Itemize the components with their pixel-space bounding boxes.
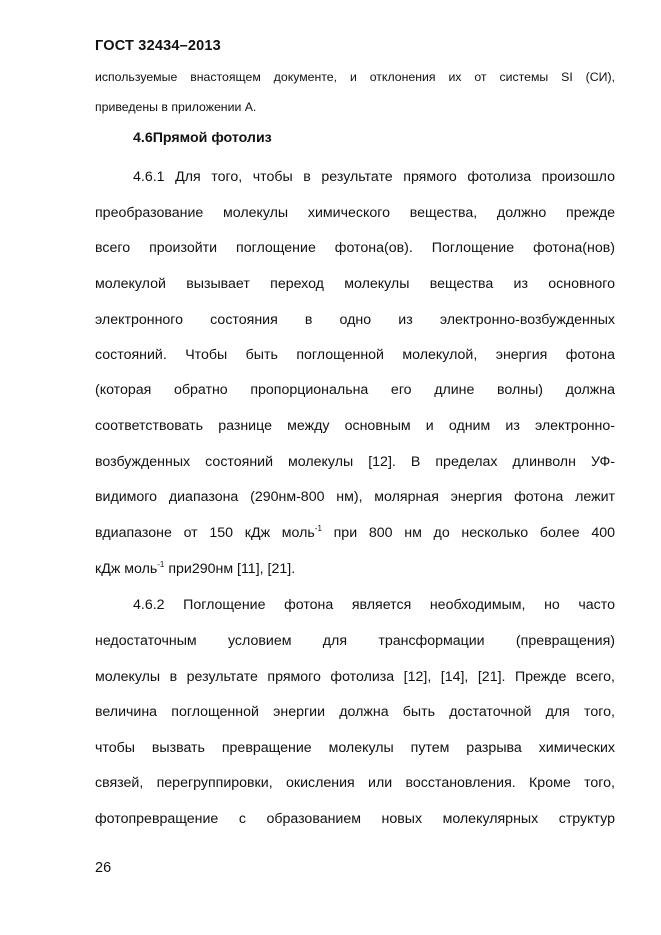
para-461-line-6: состояний. Чтобы быть поглощенной молекулой, энергия фотона bbox=[95, 347, 615, 363]
para-461-line-12 bbox=[95, 561, 295, 577]
para-461-line-11 bbox=[95, 525, 615, 541]
para-462-line-4: величина поглощенной энергии должна быть достаточной для того, bbox=[95, 704, 615, 720]
para-462-line-1: 4.6.2 Поглощение фотона является необходимым, но часто bbox=[133, 597, 615, 613]
para-461-line-12-text-b: при290нм [11], [21]. bbox=[164, 561, 296, 577]
intro-line-1: используемые внастоящем документе, и отклонения их от системы SI (СИ), bbox=[95, 70, 615, 84]
para-462-line-6: связей, перегруппировки, окисления или восстановления. Кроме того, bbox=[95, 775, 615, 791]
para-462-line-7: фотопревращение с образованием новых молекулярных структур bbox=[95, 811, 615, 827]
para-461-line-7: (которая обратно пропорциональна его длине волны) должна bbox=[95, 382, 615, 398]
intro-line-2: приведены в приложении А. bbox=[95, 100, 257, 114]
document-header: ГОСТ 32434–2013 bbox=[95, 38, 221, 54]
para-461-line-12-text-a: кДж моль bbox=[95, 561, 158, 577]
para-461-line-3: всего произойти поглощение фотона(ов). Поглощение фотона(нов) bbox=[95, 240, 615, 256]
para-462-line-2: недостаточным условием для трансформации (превращения) bbox=[95, 633, 615, 649]
para-461-line-11-text-a: вдиапазоне от 150 кДж моль bbox=[95, 525, 315, 541]
para-461-line-8: соответствовать разнице между основным и одним из электронно- bbox=[95, 418, 615, 434]
para-461-line-2: преобразование молекулы химического вещества, должно прежде bbox=[95, 205, 615, 221]
superscript-minus-one: -1 bbox=[157, 560, 165, 569]
para-462-line-5: чтобы вызвать превращение молекулы путем разрыва химических bbox=[95, 740, 615, 756]
section-heading: 4.6Прямой фотолиз bbox=[133, 130, 272, 146]
para-461-line-1: 4.6.1 Для того, чтобы в результате прямого фотолиза произошло bbox=[133, 169, 615, 185]
para-461-line-5: электронного состояния в одно из электронно-возбужденных bbox=[95, 312, 615, 328]
para-461-line-11-text-b: при 800 нм до несколько более 400 bbox=[321, 525, 615, 541]
superscript-minus-one: -1 bbox=[314, 524, 322, 533]
para-461-line-10: видимого диапазона (290нм-800 нм), молярная энергия фотона лежит bbox=[95, 489, 615, 505]
para-461-line-4: молекулой вызывает переход молекулы вещества из основного bbox=[95, 276, 615, 292]
para-461-line-9: возбужденных состояний молекулы [12]. В пределах длинволн УФ- bbox=[95, 454, 615, 470]
page-number: 26 bbox=[95, 860, 112, 876]
para-462-line-3: молекулы в результате прямого фотолиза [12], [14], [21]. Прежде всего, bbox=[95, 669, 615, 685]
